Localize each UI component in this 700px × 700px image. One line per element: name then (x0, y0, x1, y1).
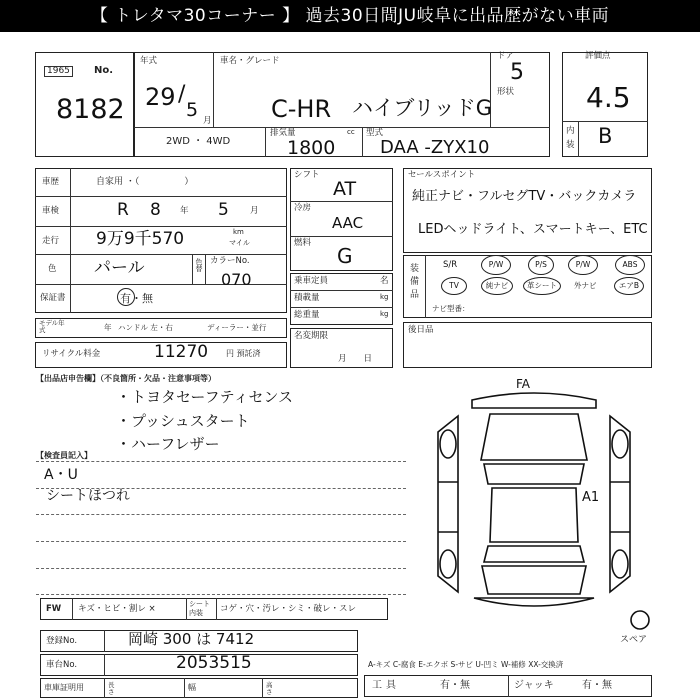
lot-no-label: No. (94, 65, 114, 76)
chassis-value: 2053515 (176, 653, 252, 673)
year-slash: / (178, 82, 186, 107)
fuel-value: G (337, 244, 353, 268)
later-date-box (403, 322, 652, 368)
sales-label: セールスポイント (408, 170, 476, 180)
sales-box (403, 168, 652, 253)
tools-label: 工具 (372, 680, 400, 691)
car-diagram (412, 372, 657, 632)
seller-note-3: ・ハーフレザー (116, 435, 220, 453)
equip-abs: ABS (622, 260, 638, 270)
warranty-value: 有・無 (120, 292, 153, 305)
sales-line-2: LEDヘッドライト、スマートキー、ETC (418, 222, 648, 237)
navi-model-label: ナビ型番： (432, 304, 470, 313)
recycle-value: 11270 (154, 342, 209, 362)
warranty-label: 保証書 (40, 293, 66, 303)
equip-pw1: P/W (488, 260, 504, 270)
legend-text: A-キズ C-腐食 E-エクボ S-サビ U-凹ミ W-補修 XX-交換済 (368, 660, 564, 669)
diagram-roof (490, 488, 578, 542)
inspection-label: 車検 (42, 206, 60, 216)
fuel-label: 燃料 (294, 238, 312, 248)
model-year-label: モデル年式 (39, 319, 65, 334)
color-label: 色 (48, 264, 57, 274)
capacity-label-0: 乗車定員 (294, 276, 329, 286)
year-label: 年式 (140, 56, 158, 66)
model-year-unit: 年 (104, 323, 112, 332)
equip-pw2-circle (568, 255, 598, 275)
color-value: パール (94, 258, 145, 278)
drive-type: 2WD ・ 4WD (166, 136, 231, 147)
model-label: 車名・グレード (220, 56, 280, 66)
registration-value: 岡崎 300 は 7412 (128, 630, 255, 648)
diagram-hood (481, 414, 587, 460)
later-date-label: 後日品 (408, 325, 434, 335)
name-change-unit: 月 日 (338, 354, 373, 364)
score-value: 4.5 (586, 81, 631, 114)
seller-note-2: ・プッシュスタート (116, 412, 250, 430)
jack-label: ジャッキ (514, 680, 554, 691)
lot-stamp: 1965 (44, 66, 73, 77)
diagram-windshield (484, 464, 584, 484)
inspection-month-unit: 月 (250, 206, 259, 216)
inspector-label: 【検査員記入】 (36, 451, 92, 460)
shift-value: AT (333, 178, 357, 200)
equip-leather: 革シート (527, 281, 557, 291)
capacity-label-1: 積載量 (294, 293, 320, 303)
diagram-trunk (482, 566, 586, 594)
chassis-label: 車台No. (46, 660, 78, 670)
jack-value: 有・無 (582, 680, 612, 691)
damage-items: キズ・ヒビ・割レ × (78, 604, 156, 614)
garage-height: 高さ (266, 681, 273, 696)
year-month-suffix: 月 (203, 116, 212, 126)
recycle-unit: 円 預託済 (226, 349, 261, 358)
equip-airbag-circle (614, 277, 644, 295)
inspection-year: 8 (150, 200, 161, 220)
inspector-line-1: A・U (44, 467, 78, 483)
inspector-line-2: シートほつれ (46, 488, 130, 504)
color-code: 070 (221, 270, 252, 289)
interior-label-2: 装 (566, 140, 575, 150)
type-value: DAA -ZYX10 (380, 137, 490, 158)
interior-label-1: 内 (566, 126, 575, 136)
history-label: 車歴 (42, 177, 60, 187)
auction-banner: 【 トレタマ30コーナー 】 過去30日間JU岐阜に出品歴がない車両 (0, 0, 700, 32)
doors-label: ドア (497, 51, 514, 61)
diagram-rear-window (484, 546, 584, 562)
doors-value: 5 (510, 60, 524, 85)
inspection-year-unit: 年 (180, 206, 189, 216)
dealer-value: ディーラー・並行 (207, 323, 267, 332)
sales-line-1: 純正ナビ・フルセグTV・バックカメラ (412, 189, 637, 204)
equipment-label: 装備品 (410, 264, 420, 300)
seller-note-1-text: トヨタセーフティセンス (131, 388, 294, 406)
capacity-unit-2: kg (380, 310, 389, 318)
year-month: 5 (186, 99, 199, 121)
diagram-left-side (438, 416, 458, 592)
mileage-unit-km: km (233, 228, 244, 236)
seller-notes-label: 【出品店申告欄】（不良箇所・欠品・注意事項等） (36, 374, 216, 383)
lot-number: 8182 (56, 94, 125, 125)
garage-length: 長さ (108, 681, 115, 696)
interior-value: B (598, 124, 613, 148)
model-name: C-HR (271, 95, 332, 123)
capacity-unit-1: kg (380, 293, 389, 301)
equip-ps: P/S (535, 260, 547, 270)
mileage-unit-mile: マイル (229, 239, 250, 247)
shift-label: シフト (294, 170, 320, 180)
history-value: 自家用 ・（ ） (96, 177, 194, 187)
inspection-era: R (117, 200, 129, 220)
equip-ext-navi: 外ナビ (574, 281, 597, 290)
seller-note-3-text: ハーフレザー (131, 435, 220, 453)
equip-pw1-circle (481, 255, 511, 275)
diagram-right-side (610, 416, 630, 592)
garage-width: 幅 (188, 683, 196, 692)
displacement-value: 1800 (287, 137, 336, 159)
displacement-label: 排気量 (270, 128, 296, 138)
equip-leather-circle (523, 277, 561, 295)
damage-fw: FW (46, 604, 62, 614)
capacity-label-2: 総重量 (294, 310, 320, 320)
ac-label: 冷房 (294, 203, 312, 213)
diagram-front-mark: FA (516, 377, 531, 391)
tools-value: 有・無 (440, 680, 470, 691)
mileage-label: 走行 (42, 236, 60, 246)
color-code-label: カラーNo. (210, 256, 250, 266)
equip-navi: 純ナビ (485, 281, 509, 291)
ac-value: AAC (332, 214, 364, 232)
diagram-front-bumper (472, 393, 596, 408)
recycle-label: リサイクル料金 (42, 349, 101, 359)
displacement-unit: cc (347, 128, 355, 136)
equip-tv: TV (449, 281, 459, 291)
seller-note-1: ・トヨタセーフティセンス (116, 388, 294, 406)
score-label: 評価点 (585, 51, 611, 61)
equip-pw2: P/W (575, 260, 591, 270)
model-grade: ハイブリッドG (352, 96, 492, 120)
type-label: 型式 (366, 128, 384, 138)
diagram-spare-tire (631, 611, 649, 629)
year-value: 29 (145, 83, 176, 111)
equip-abs-circle (615, 255, 645, 275)
name-change-label: 名変期限 (294, 331, 329, 341)
mileage-value: 9万9千570 (96, 229, 185, 249)
registration-label: 登録No. (46, 636, 78, 646)
capacity-unit-0: 名 (380, 276, 389, 286)
equip-ps-circle (528, 255, 554, 275)
shape-label: 形状 (497, 87, 515, 97)
equip-tv-circle (441, 277, 467, 295)
garage-label: 車庫証明用 (44, 683, 84, 692)
damage-seat-items: コゲ・穴・汚レ・シミ・破レ・スレ (220, 604, 357, 614)
equip-sr: S/R (443, 260, 458, 270)
handle-value: ハンドル 左・右 (118, 323, 173, 332)
diagram-spare-label: スペア (620, 635, 648, 645)
color-change-label: 色替 (195, 258, 203, 272)
diagram-rear-bumper (474, 598, 594, 606)
warranty-yes-circle (117, 288, 135, 306)
damage-seat-label: シート内装 (189, 600, 210, 617)
diagram-side-mark: A1 (582, 490, 600, 505)
seller-note-2-text: プッシュスタート (131, 412, 250, 430)
inspection-month: 5 (218, 200, 229, 220)
equip-airbag: エアB (618, 281, 640, 291)
garage-box (40, 678, 358, 698)
equip-navi-circle (481, 277, 513, 295)
